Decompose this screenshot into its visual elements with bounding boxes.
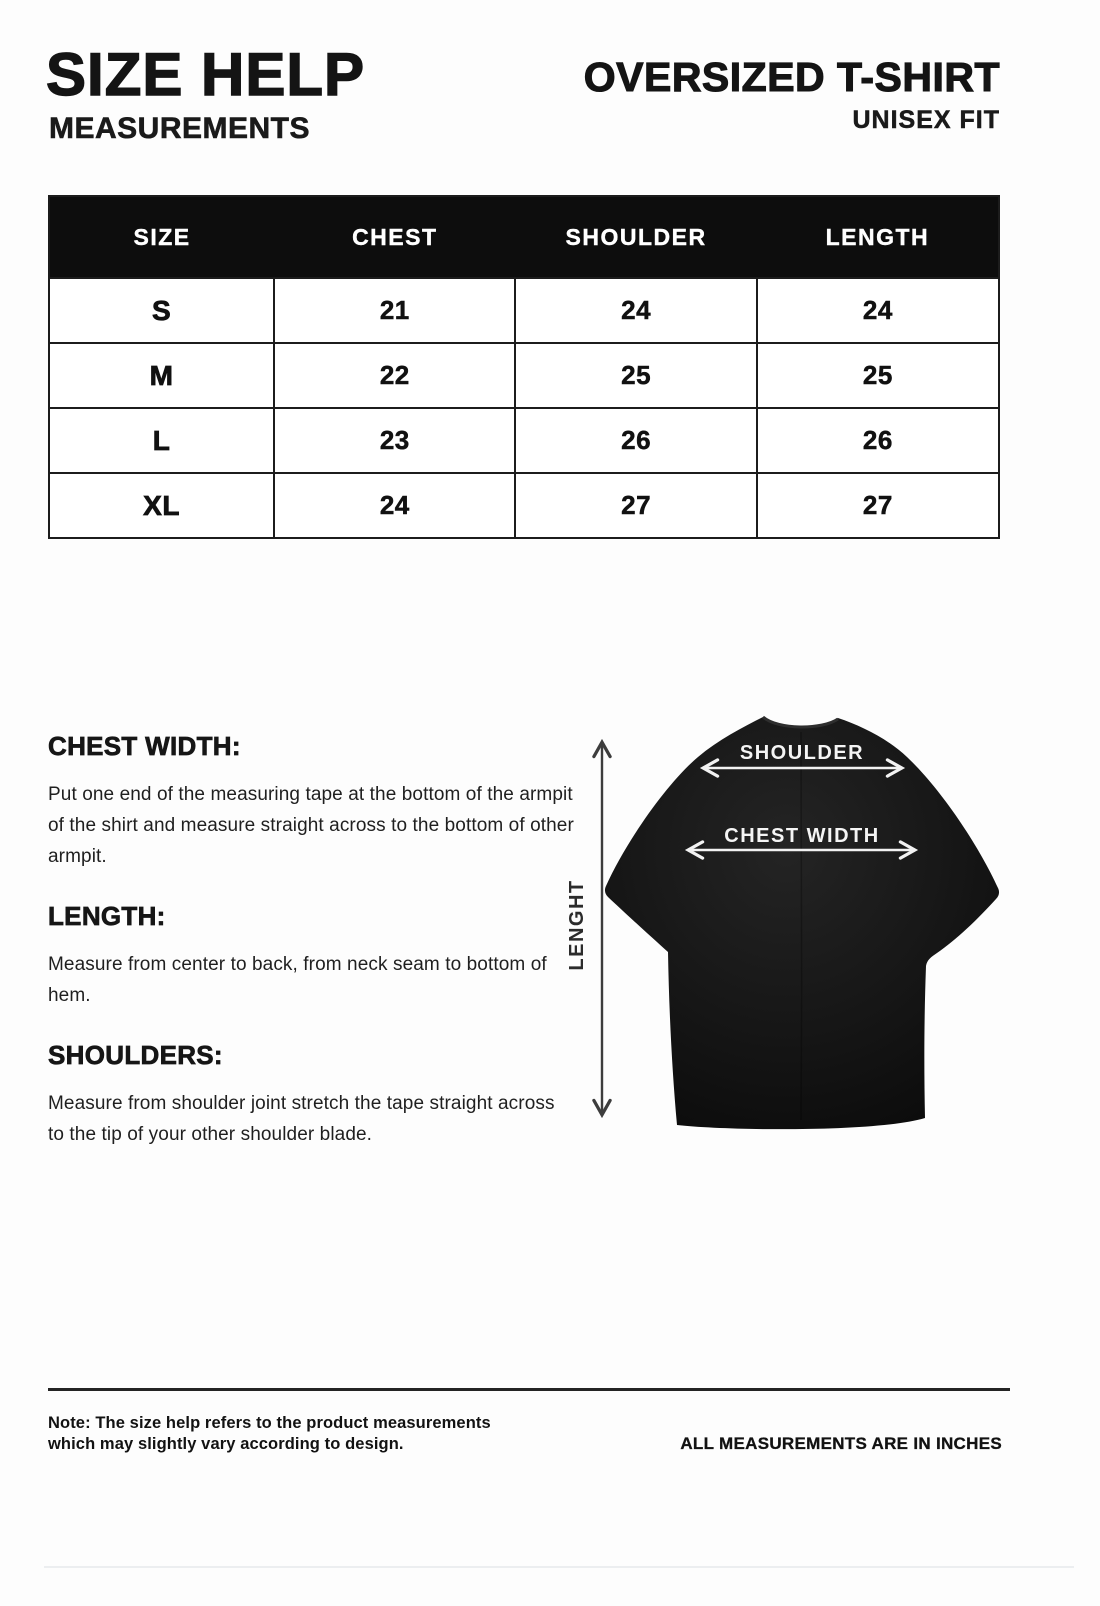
chest-width-heading: CHEST WIDTH:: [48, 731, 241, 761]
size-table-header-row: [49, 196, 999, 278]
column-header-size: SIZE: [49, 196, 274, 278]
tshirt-illustration: [550, 690, 1090, 1145]
cell-size-xl: XL: [49, 473, 274, 538]
chest-width-text-line: of the shirt and measure straight across to the bottom of other: [48, 815, 574, 836]
footer-note: [48, 1413, 491, 1454]
cell-shoulder-s: 24: [515, 278, 756, 343]
chest-width-text-line: armpit.: [48, 846, 107, 867]
footer-note-line: Note: The size help refers to the product measurements: [48, 1414, 491, 1432]
cell-shoulder-xl: 27: [515, 473, 756, 538]
cell-chest-xl: 24: [274, 473, 515, 538]
cell-size-l: L: [49, 408, 274, 473]
fit-label: UNISEX FIT: [852, 106, 1000, 134]
chest-width-text: [48, 779, 620, 872]
length-text: [48, 949, 620, 1011]
measuring-instructions: [48, 730, 620, 1178]
shoulders-text: [48, 1088, 620, 1150]
page-title: SIZE HELP: [46, 41, 366, 108]
column-header-length: LENGTH: [757, 196, 999, 278]
size-table: [48, 195, 1000, 539]
cell-shoulder-m: 25: [515, 343, 756, 408]
cell-size-m: M: [49, 343, 274, 408]
column-header-shoulder: SHOULDER: [515, 196, 756, 278]
shoulders-text-line: to the tip of your other shoulder blade.: [48, 1124, 373, 1145]
bottom-divider: [44, 1566, 1074, 1568]
shoulders-heading: SHOULDERS:: [48, 1040, 223, 1070]
table-row: [49, 278, 999, 343]
shoulders-text-line: Measure from shoulder joint stretch the tape straight across: [48, 1093, 555, 1114]
cell-chest-l: 23: [274, 408, 515, 473]
cell-chest-m: 22: [274, 343, 515, 408]
page-subtitle: MEASUREMENTS: [49, 112, 311, 145]
cell-length-m: 25: [757, 343, 999, 408]
chest-width-label: CHEST WIDTH: [724, 825, 880, 847]
product-title: OVERSIZED T-SHIRT: [583, 54, 1000, 100]
cell-shoulder-l: 26: [515, 408, 756, 473]
length-heading: LENGTH:: [48, 901, 166, 931]
cell-length-xl: 27: [757, 473, 999, 538]
column-header-chest: CHEST: [274, 196, 515, 278]
cell-chest-s: 21: [274, 278, 515, 343]
chest-width-text-line: Put one end of the measuring tape at the bottom of the armpit: [48, 784, 573, 805]
footer-note-line: which may slightly vary according to design.: [48, 1434, 404, 1453]
units-note: ALL MEASUREMENTS ARE IN INCHES: [680, 1434, 1002, 1453]
length-label: LENGHT: [566, 879, 588, 971]
table-row: [49, 343, 999, 408]
center-seam: [801, 732, 802, 1120]
table-row: [49, 408, 999, 473]
footer-divider: [48, 1388, 1010, 1391]
shoulder-label: SHOULDER: [739, 742, 865, 764]
table-row: [49, 473, 999, 538]
cell-length-l: 26: [757, 408, 999, 473]
cell-size-s: S: [49, 278, 274, 343]
length-text-line: hem.: [48, 985, 91, 1006]
cell-length-s: 24: [757, 278, 999, 343]
length-text-line: Measure from center to back, from neck seam to bottom of: [48, 954, 547, 975]
